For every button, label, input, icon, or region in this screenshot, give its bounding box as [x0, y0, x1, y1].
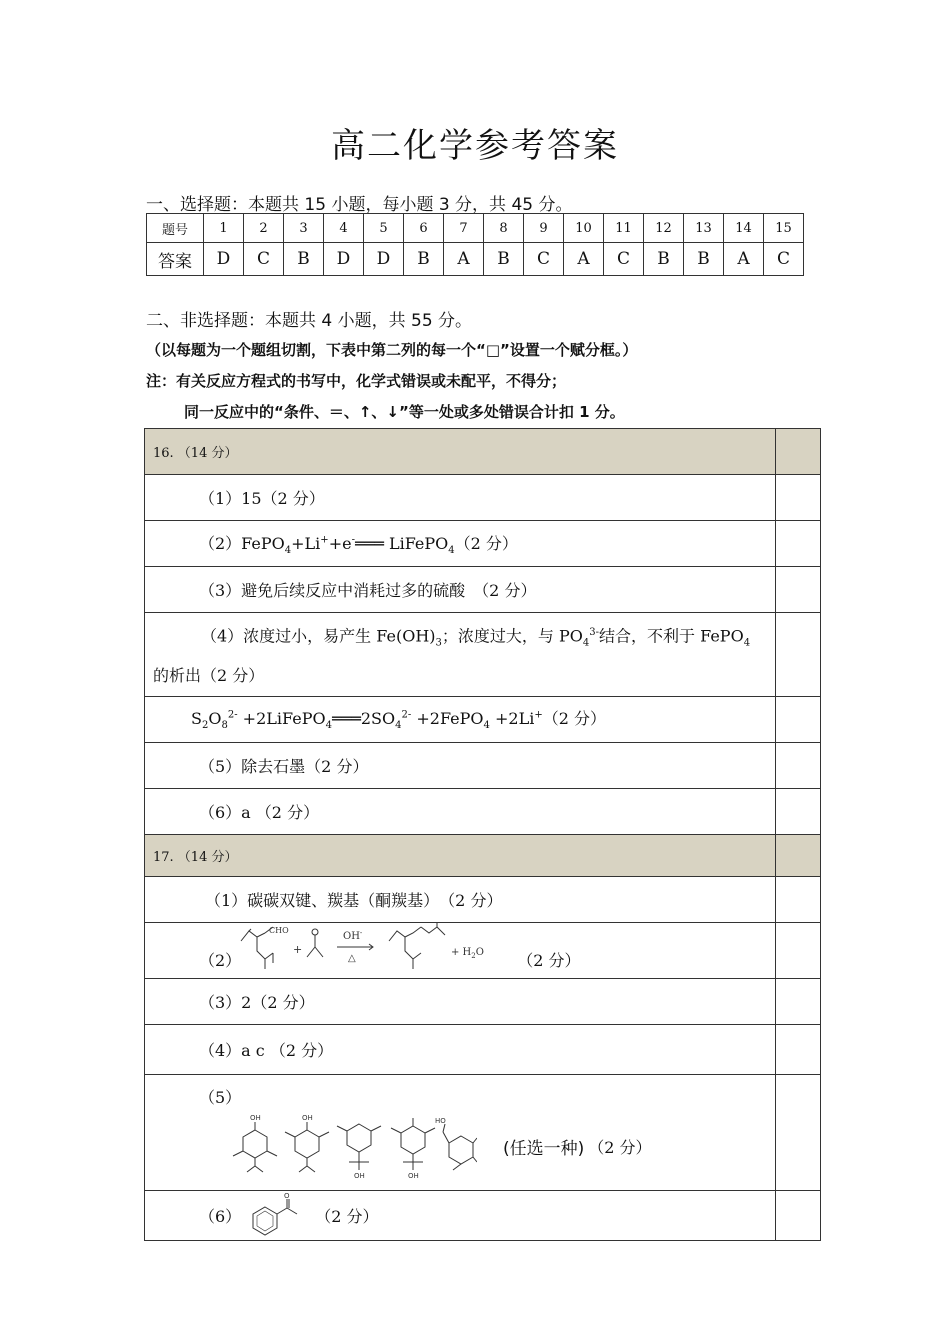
- score-box[interactable]: [776, 521, 821, 567]
- q17-answer-5-score: （2 分）: [588, 1138, 652, 1158]
- score-box[interactable]: [776, 475, 821, 521]
- q17-answer-6: [145, 1190, 776, 1240]
- q16-answer-4: （4）浓度过小，易产生 $Fe(OH)_3$；浓度过大，与 $PO_4^{3-}$结合，不利于 FePO$_4$ 的析出（2 分）: [145, 613, 776, 697]
- question-number-cell: 8: [484, 214, 524, 243]
- q16-answer-5-row: [145, 742, 821, 788]
- choice-note: (任选一种): [503, 1139, 585, 1160]
- score-box[interactable]: [776, 696, 821, 742]
- q17-answer-3: （3）2（2 分）: [145, 978, 776, 1024]
- score-box[interactable]: [776, 978, 821, 1024]
- q17-answer-2-label: （2）: [199, 950, 242, 970]
- answer-cell: A: [564, 243, 604, 276]
- q17-answer-6-label: （6）: [199, 1206, 242, 1226]
- answer-cell: C: [764, 243, 804, 276]
- score-box[interactable]: [776, 1074, 821, 1190]
- q17-answer-3-row: [145, 978, 821, 1024]
- question-number-cell: 4: [324, 214, 364, 243]
- q17-answer-4-row: [145, 1024, 821, 1074]
- answer-cell: B: [644, 243, 684, 276]
- question-number-cell: 11: [604, 214, 644, 243]
- answer-cell: C: [244, 243, 284, 276]
- q16-answer-5: （5）除去石墨（2 分）: [145, 742, 776, 788]
- score-box[interactable]: [776, 567, 821, 613]
- q17-answer-5-label: （5）: [199, 1087, 242, 1107]
- answer-cell: B: [284, 243, 324, 276]
- question-number-cell: 9: [524, 214, 564, 243]
- q17-answer-4: （4）a c （2 分）: [145, 1024, 776, 1074]
- q17-answer-6-score: （2 分）: [315, 1206, 379, 1226]
- page-title: 高二化学参考答案: [331, 126, 619, 166]
- q16-header: 16. （14 分）: [145, 429, 776, 475]
- answer-cell: C: [604, 243, 644, 276]
- q16-answer-3-row: [145, 567, 821, 613]
- question-number-cell: 15: [764, 214, 804, 243]
- q16-header-row: [145, 429, 821, 475]
- section1-heading: 一、选择题：本题共 15 小题，每小题 3 分，共 45 分。: [146, 195, 573, 215]
- answer-cell: A: [724, 243, 764, 276]
- question-number-cell: 13: [684, 214, 724, 243]
- question-number-cell: 10: [564, 214, 604, 243]
- answer-cell: D: [324, 243, 364, 276]
- answer-cell: B: [684, 243, 724, 276]
- q17-answer-2-row: [145, 922, 821, 978]
- score-box[interactable]: [776, 429, 821, 475]
- question-number-cell: 1: [204, 214, 244, 243]
- q17-header-row: [145, 834, 821, 876]
- water-product: + $H_2O$: [451, 947, 485, 961]
- question-number-cell: 5: [364, 214, 404, 243]
- question-number-cell: 6: [404, 214, 444, 243]
- section2-heading: 二、非选择题：本题共 4 小题，共 55 分。: [146, 311, 473, 331]
- isomer-structures: [229, 1114, 477, 1180]
- condition-base: OH-: [343, 929, 363, 943]
- acetophenone-structure: [251, 1193, 307, 1237]
- question-number-cell: 7: [444, 214, 484, 243]
- oh-label: OH: [408, 1171, 419, 1180]
- q17-answer-1-row: [145, 876, 821, 922]
- question-number-label: 题号: [147, 214, 204, 243]
- q17-answer-2: [145, 922, 776, 978]
- oh-label: OH: [250, 1113, 261, 1122]
- q17-answer-2-score: （2 分）: [517, 950, 581, 970]
- cho-label: CHO: [269, 926, 289, 936]
- q16-answer-1-row: [145, 475, 821, 521]
- question-number-row: [147, 214, 804, 243]
- o-label: O: [284, 1193, 290, 1201]
- choice-answer-table: [146, 213, 804, 276]
- score-box[interactable]: [776, 788, 821, 834]
- score-box[interactable]: [776, 613, 821, 697]
- q16-answer-2: （2）FePO$_4$+Li++e-═══ LiFePO$_4$（2 分）: [145, 521, 776, 567]
- ho-label: HO: [435, 1116, 446, 1125]
- score-box[interactable]: [776, 742, 821, 788]
- q16-answer-4-row: [145, 613, 821, 697]
- plus-sign: +: [293, 943, 303, 957]
- score-box[interactable]: [776, 834, 821, 876]
- answer-cell: D: [204, 243, 244, 276]
- q17-answer-5: [145, 1074, 776, 1190]
- score-box[interactable]: [776, 922, 821, 978]
- oh-label: OH: [302, 1113, 313, 1122]
- answer-cell: C: [524, 243, 564, 276]
- q17-answer-5-row: [145, 1074, 821, 1190]
- question-number-cell: 3: [284, 214, 324, 243]
- grading-note-3: 同一反应中的“条件、＝、↑、↓”等一处或多处错误合计扣 1 分。: [184, 403, 625, 421]
- answer-cell: B: [404, 243, 444, 276]
- score-box[interactable]: [776, 1024, 821, 1074]
- q17-header: 17. （14 分）: [145, 834, 776, 876]
- answer-row: [147, 243, 804, 276]
- question-number-cell: 14: [724, 214, 764, 243]
- aldol-reaction-scheme: [239, 923, 507, 977]
- q16-answer-1: （1）15（2 分）: [145, 475, 776, 521]
- q16-answer-2-row: [145, 521, 821, 567]
- score-box[interactable]: [776, 876, 821, 922]
- grading-note-2: 注：有关反应方程式的书写中，化学式错误或未配平，不得分；: [146, 372, 567, 390]
- free-response-answer-table: [144, 428, 821, 1241]
- q16-answer-6: （6）a （2 分）: [145, 788, 776, 834]
- oh-label: OH: [354, 1171, 365, 1180]
- answer-cell: D: [364, 243, 404, 276]
- q16-answer-4b-equation: $S_2O_8^{2-}$ $+2LiFePO_4═══2SO_4^{2-}$ +2FePO$_4$ +2Li+（2 分）: [145, 696, 776, 742]
- q16-answer-6-row: [145, 788, 821, 834]
- score-box[interactable]: [776, 1190, 821, 1240]
- question-number-cell: 2: [244, 214, 284, 243]
- grading-note-1: （以每题为一个题组切割，下表中第二列的每一个“□”设置一个赋分框。）: [146, 341, 638, 359]
- q16-answer-3: （3）避免后续反应中消耗过多的硫酸 （2 分）: [145, 567, 776, 613]
- q16-answer-4b-row: [145, 696, 821, 742]
- answer-cell: B: [484, 243, 524, 276]
- answer-label: 答案: [147, 243, 204, 276]
- q17-answer-6-row: [145, 1190, 821, 1240]
- condition-heat: △: [348, 953, 356, 965]
- q17-answer-1: （1）碳碳双键、羰基（酮羰基） （2 分）: [145, 876, 776, 922]
- answer-cell: A: [444, 243, 484, 276]
- question-number-cell: 12: [644, 214, 684, 243]
